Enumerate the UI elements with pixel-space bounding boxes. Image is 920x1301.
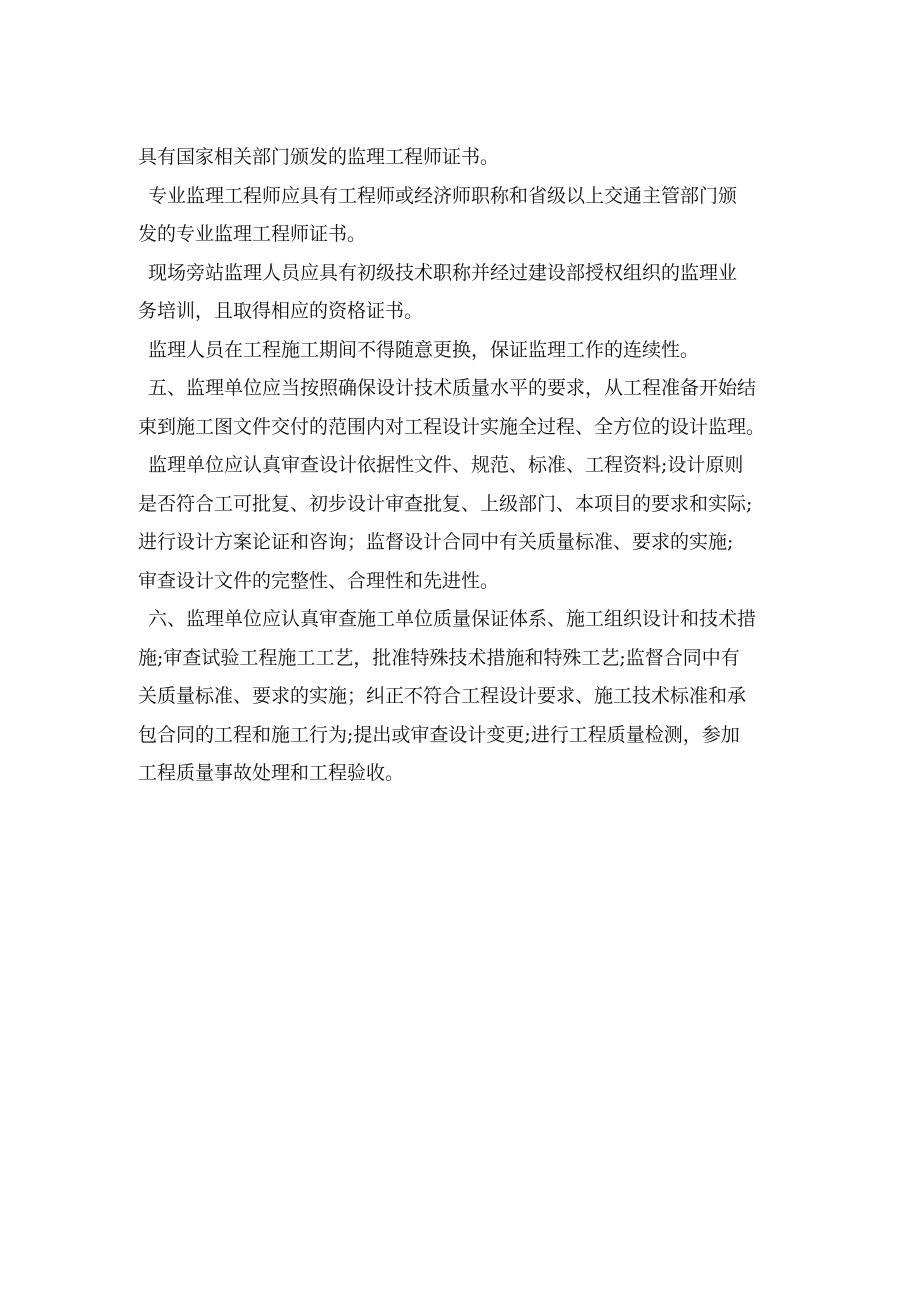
text-line-5: 务培训，且取得相应的资格证书。 (138, 300, 424, 322)
text-line-9: 监理单位应认真审查设计依据性文件、规范、标准、工程资料;设计原则 (148, 454, 744, 476)
text-line-6: 监理人员在工程施工期间不得随意更换，保证监理工作的连续性。 (148, 338, 700, 361)
text-line-12: 审查设计文件的完整性、合理性和先进性。 (138, 569, 500, 592)
text-line-15: 关质量标准、要求的实施；纠正不符合工程设计要求、施工技术标准和承 (138, 685, 747, 707)
text-line-2: 专业监理工程师应具有工程师或经济师职称和省级以上交通主管部门颁 (148, 184, 738, 207)
text-line-10: 是否符合工可批复、初步设计审查批复、上级部门、本项目的要求和实际; (138, 492, 753, 515)
text-line-7: 五、监理单位应当按照确保设计技术质量水平的要求，从工程准备开始结 (148, 377, 757, 399)
text-line-17: 工程质量事故处理和工程验收。 (138, 762, 405, 784)
text-line-13: 六、监理单位应认真审查施工单位质量保证体系、施工组织设计和技术措 (148, 608, 757, 630)
text-line-3: 发的专业监理工程师证书。 (138, 223, 367, 245)
text-line-1: 具有国家相关部门颁发的监理工程师证书。 (138, 146, 500, 168)
text-line-14: 施;审查试验工程施工工艺，批准特殊技术措施和特殊工艺;监督合同中有 (138, 646, 740, 669)
text-line-4: 现场旁站监理人员应具有初级技术职称并经过建设部授权组织的监理业 (148, 261, 738, 284)
document-body (138, 138, 788, 793)
text-line-8: 束到施工图文件交付的范围内对工程设计实施全过程、全方位的设计监理。 (138, 415, 766, 438)
text-line-16: 包合同的工程和施工行为;提出或审查设计变更;进行工程质量检测，参加 (138, 723, 740, 746)
text-line-11: 进行设计方案论证和咨询；监督设计合同中有关质量标准、要求的实施; (138, 531, 734, 553)
